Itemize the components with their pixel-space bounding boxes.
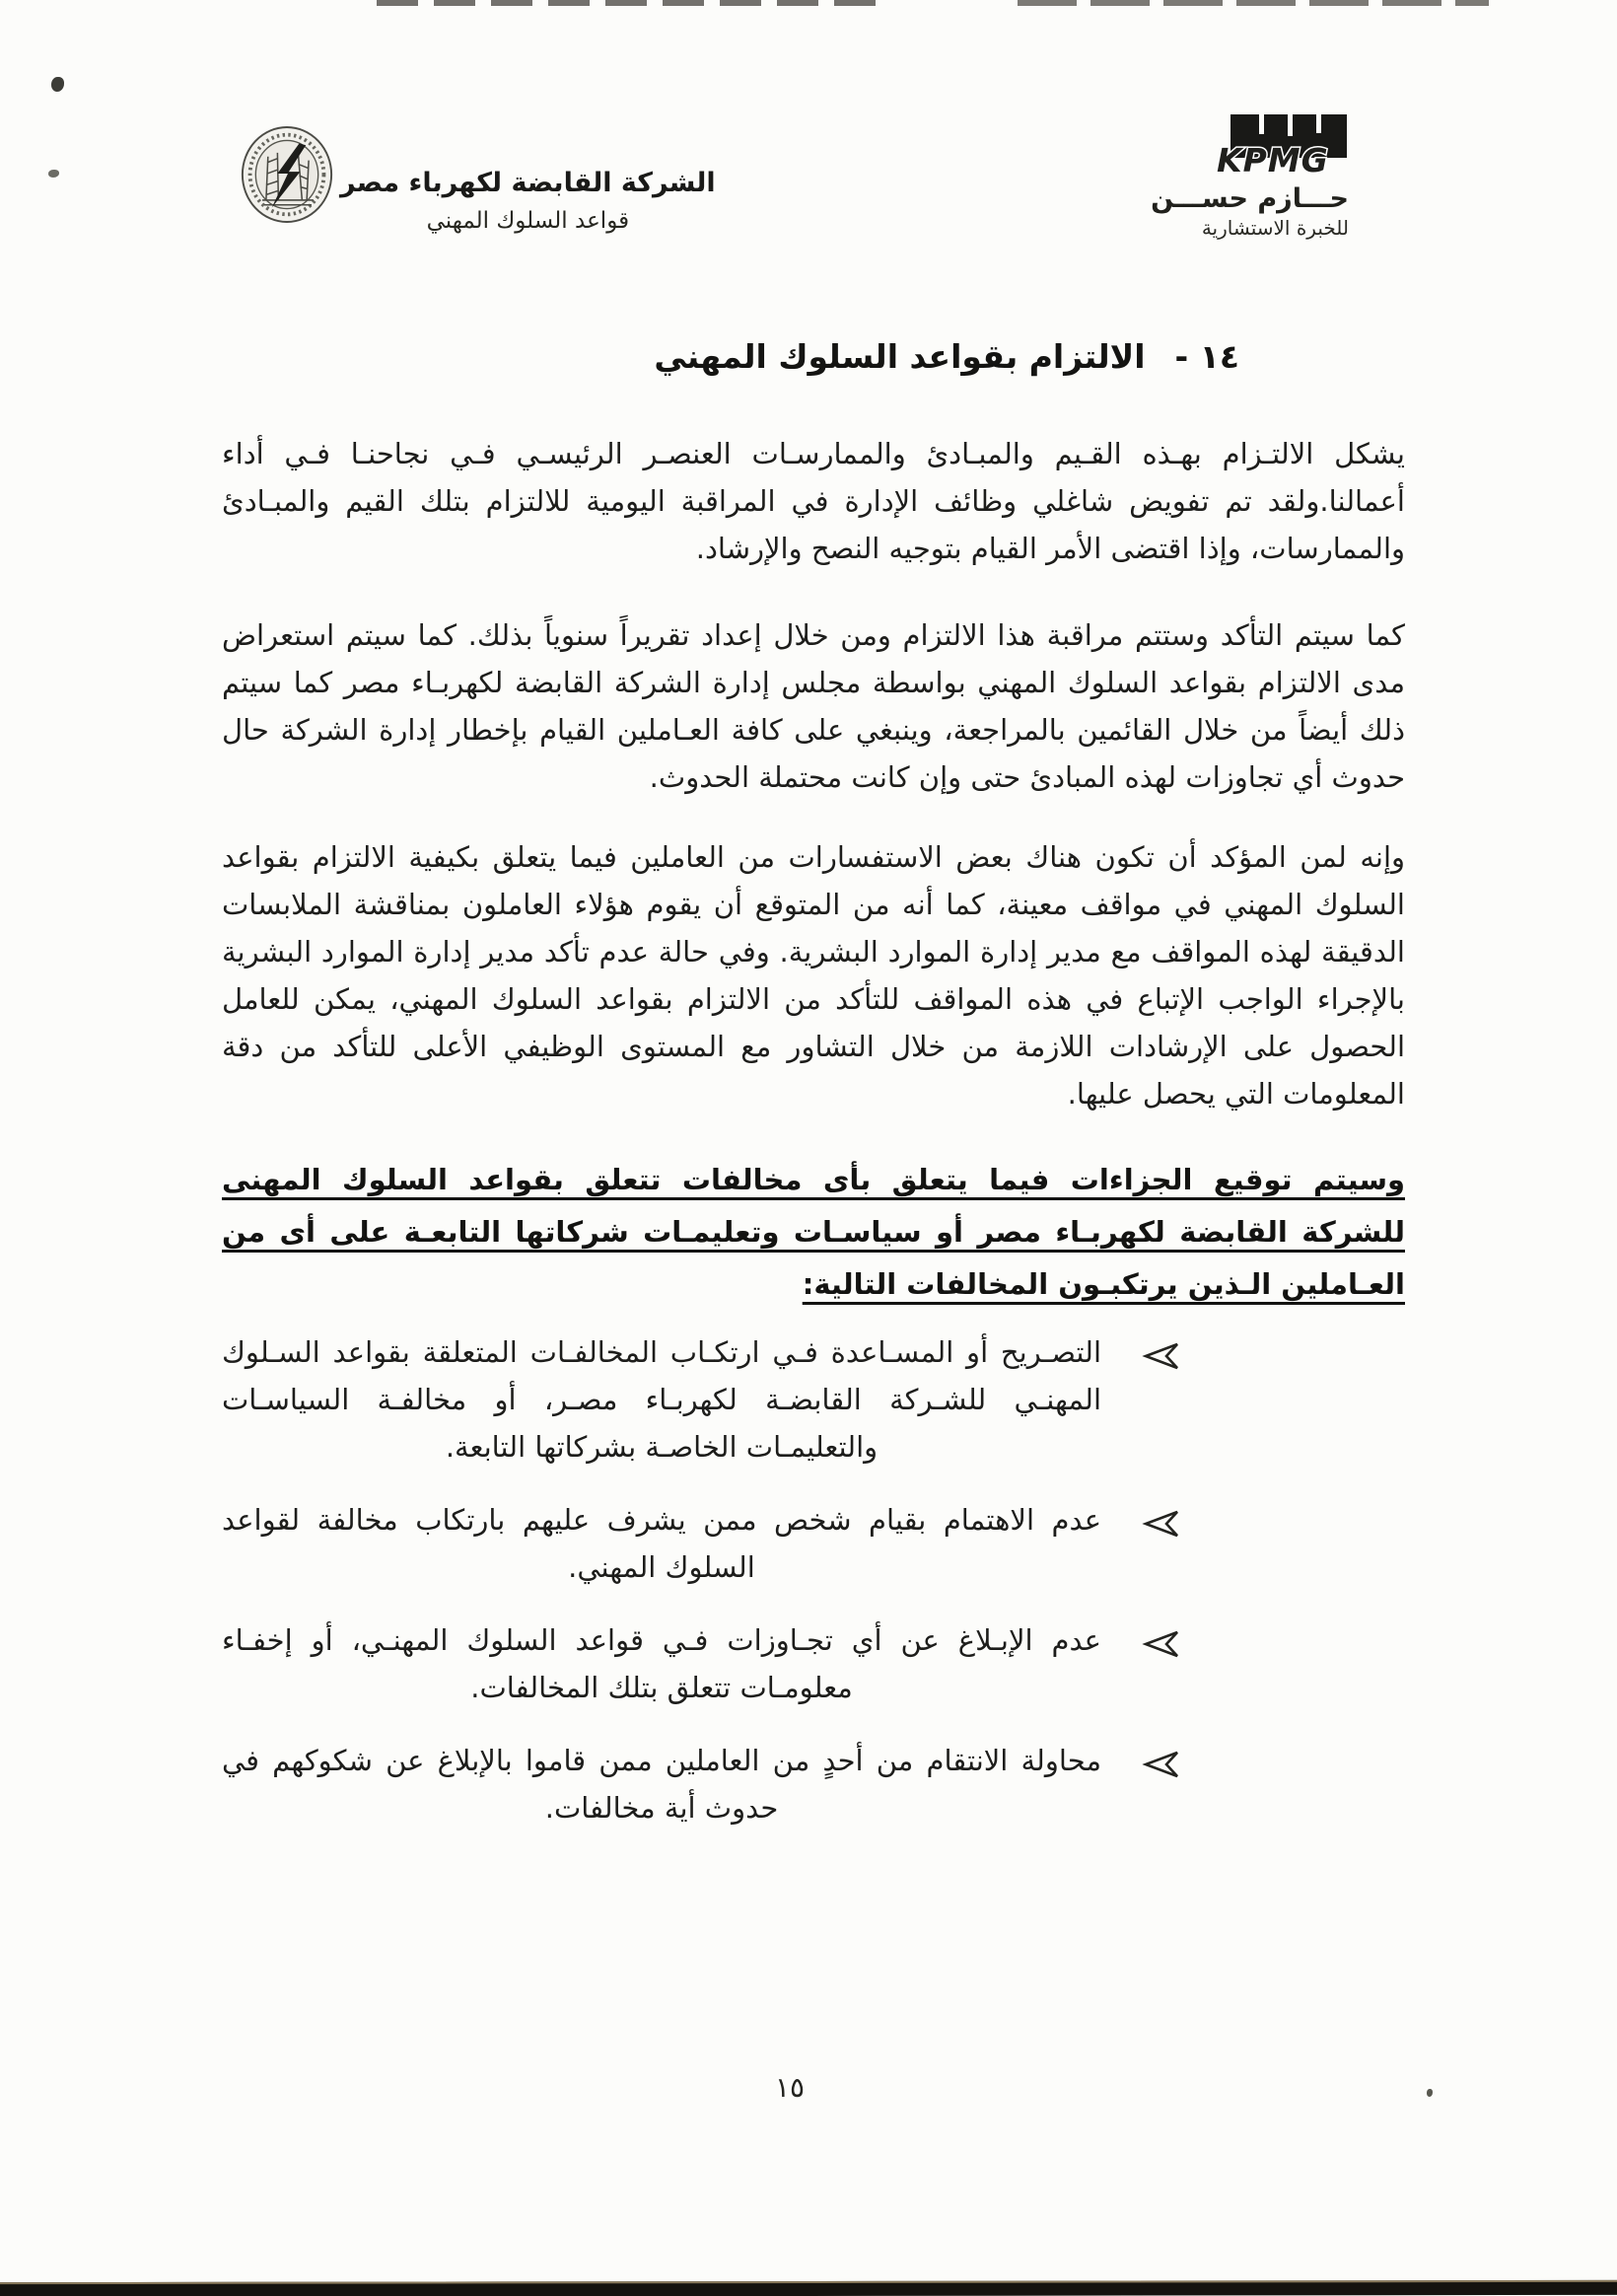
violation-text: محاولة الانتقام من أحدٍ من العاملين ممن قاموا بالإبلاغ عن شكوكهم في حدوث أية مخالفات. xyxy=(222,1744,1101,1825)
page-number: ١٥ xyxy=(775,2071,806,2104)
violation-text: التصـريح أو المسـاعدة فـي ارتكـاب المخالفـات المتعلقة بقواعد السـلوك المهنـي للشـركة القابضـة لكهربـاء مصـر، أو مخالفـة السياسـات والتعليمـات الخاصـة بشركاتها التابعة. xyxy=(222,1335,1101,1464)
violation-text: عدم الاهتمام بقيام شخص ممن يشرف عليهم بارتكاب مخالفة لقواعد السلوك المهني. xyxy=(222,1503,1101,1584)
arrowhead-bullet-icon xyxy=(1141,1625,1180,1655)
paragraph-commitment: يشكل الالتـزام بهـذه القـيم والمبـادئ والممارسـات العنصـر الرئيسـي فـي نجاحنـا فـي أداء أعمالنا.ولقد تم تفويض شاغلي وظائف الإدارة في المراقبة اليومية للالتزام بتلك القيم والمبـادئ والممارسات، وإذا اقتضى الأمر القيام بتوجيه النصح والإرشاد. xyxy=(222,437,1405,565)
paragraph-monitoring: كما سيتم التأكد وستتم مراقبة هذا الالتزام ومن خلال إعداد تقريراً سنوياً بذلك. كما سيتم استعراض مدى الالتزام بقواعد السلوك المهني بواسطة مجلس إدارة الشركة القابضة لكهربـاء مصر كما سيتم ذلك أيضاً من خلال القائمين بالمراجعة، وينبغي على كافة العـاملين القيام بإخطار إدارة الشركة حال حدوث أي تجاوزات لهذه المبادئ حتى وإن كانت محتملة الحدوث. xyxy=(222,618,1405,794)
arrowhead-bullet-icon xyxy=(1141,1746,1180,1775)
penalties-intro: وسيتم توقيع الجزاءات فيما يتعلق بأى مخالفات تتعلق بقواعد السلوك المهنى للشركة القابضة لكهربـاء مصر أو سياسـات وتعليمـات شركاتها التابعـة على أى من العـاملين الـذين يرتكبـون المخالفات التالية: xyxy=(222,1163,1405,1301)
scan-top-edge-artifact xyxy=(377,0,891,6)
paragraph-inquiries: وإنه لمن المؤكد أن تكون هناك بعض الاستفسارات من العاملين فيما يتعلق بكيفية الالتزام بقواعد السلوك المهني في مواقف معينة، كما أنه من المتوقع أن يقوم هؤلاء العاملون بمناقشة الملابسات الدقيقة لهذه المواقف مع مدير إدارة الموارد البشرية. وفي حالة عدم تأكد مدير إدارة الموارد البشرية بالإجراء الواجب الإتباع في هذه المواقف للتأكد من الالتزام بقواعد السلوك المهني، يمكن للعامل الحصول على الإرشادات اللازمة من خلال التشاور مع المستوى الوظيفي الأعلى للتأكد من دقة المعلومات التي يحصل عليها. xyxy=(222,840,1405,1111)
scan-speck xyxy=(1427,2089,1433,2097)
document-subtitle: قواعد السلوك المهني xyxy=(426,208,630,234)
violation-text: عدم الإبـلاغ عن أي تجـاوزات فـي قواعد السلوك المهنـي، أو إخفـاء معلومـات تتعلق بتلك المخالفات. xyxy=(222,1623,1101,1704)
electricity-company-seal-icon xyxy=(240,124,334,229)
scan-bottom-edge-band xyxy=(0,2280,1617,2296)
kpmg-logo-text: KPMG xyxy=(1217,141,1329,179)
company-header-text xyxy=(340,168,716,234)
scan-speck xyxy=(51,77,64,92)
kpmg-header xyxy=(1151,114,1349,240)
kpmg-logo-icon xyxy=(1217,114,1349,183)
document-body xyxy=(222,430,1405,1831)
section-number: ١٤ - xyxy=(1174,337,1239,376)
violation-item xyxy=(222,1616,1405,1711)
section-title xyxy=(654,337,1239,376)
violation-item xyxy=(222,1737,1405,1831)
firm-name: حـــازم حســـن xyxy=(1151,183,1349,214)
violations-list xyxy=(222,1328,1405,1831)
section-title-text: الالتزام بقواعد السلوك المهني xyxy=(654,337,1146,376)
arrowhead-bullet-icon xyxy=(1141,1337,1180,1367)
violation-item xyxy=(222,1328,1405,1471)
firm-subtitle: للخبرة الاستشارية xyxy=(1201,216,1349,240)
arrowhead-bullet-icon xyxy=(1141,1505,1180,1535)
violation-item xyxy=(222,1496,1405,1591)
company-header xyxy=(240,124,716,234)
scan-top-edge-artifact xyxy=(1018,0,1489,6)
scan-speck xyxy=(48,170,59,178)
company-name: الشركة القابضة لكهرباء مصر xyxy=(340,168,716,198)
